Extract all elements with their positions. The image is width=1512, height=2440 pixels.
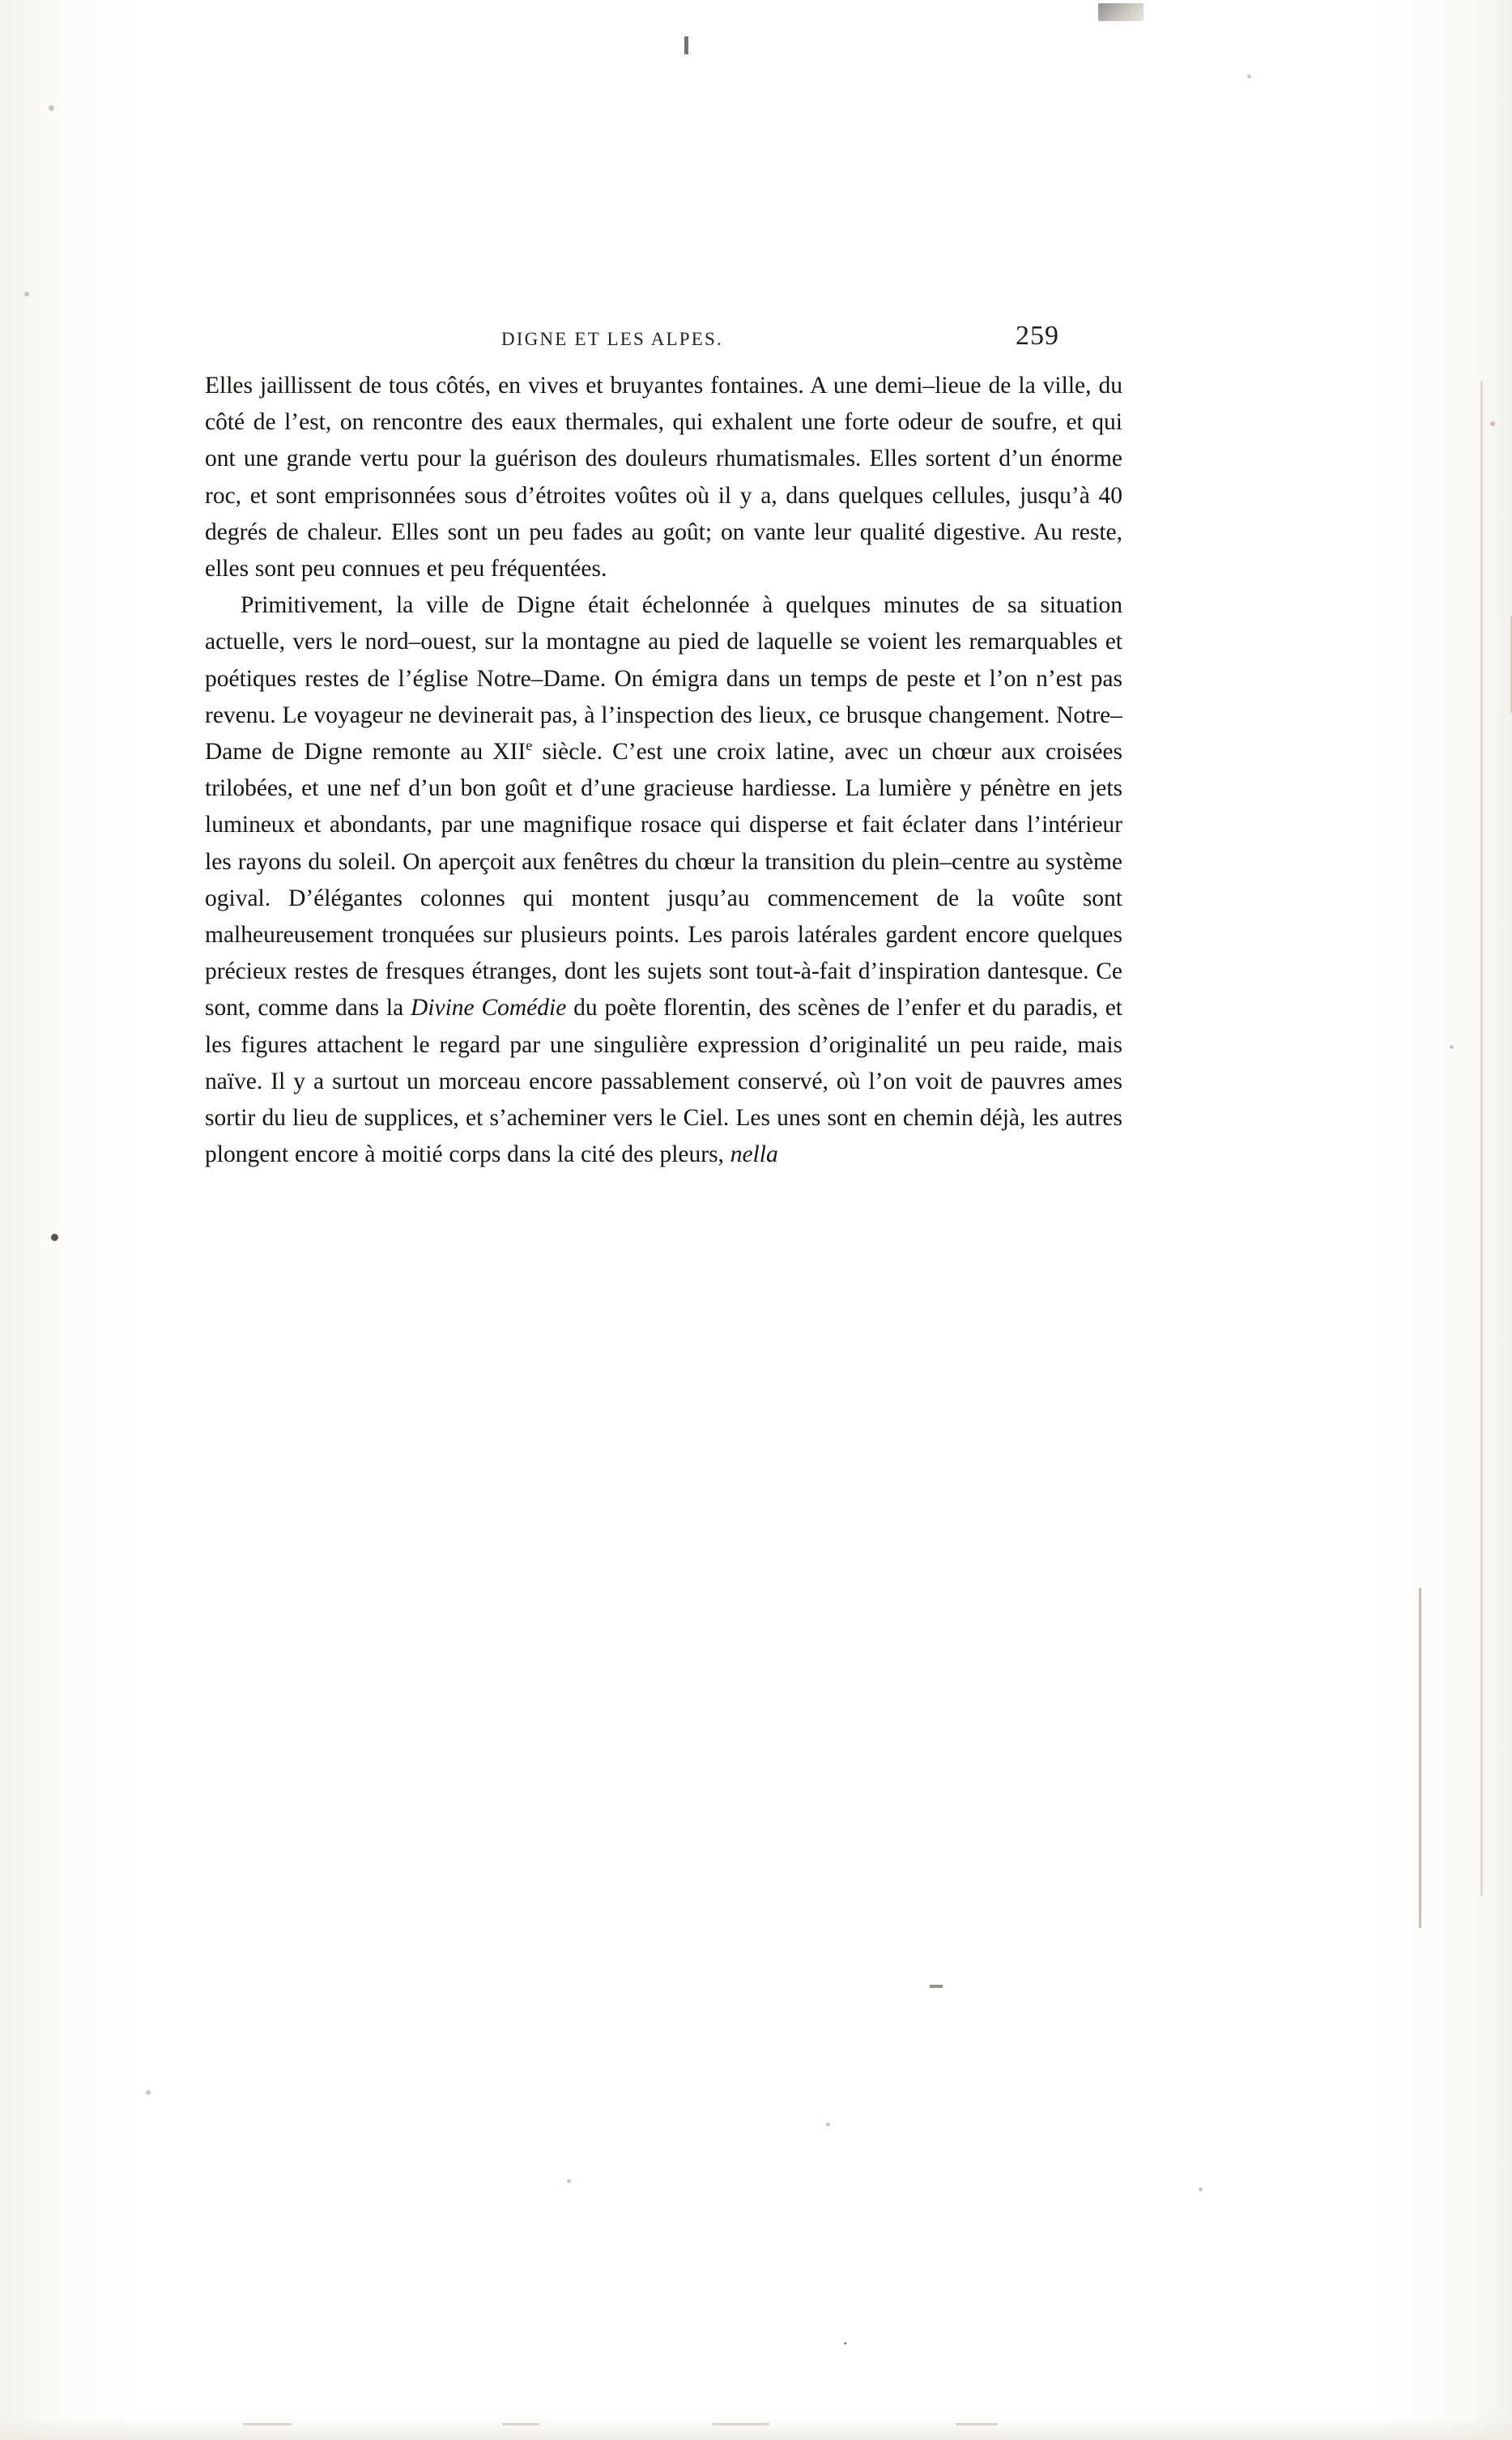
paragraph [205, 368, 1122, 587]
running-head [205, 321, 1122, 360]
scan-artifact-top-right [1098, 3, 1144, 21]
footer-mark: · [842, 2333, 849, 2353]
speck [567, 2179, 571, 2183]
speck [1490, 421, 1495, 426]
speck [24, 292, 29, 296]
italic-title: Divine Comédie [411, 995, 567, 1022]
italic-title: nella [730, 1141, 778, 1168]
speck [49, 105, 54, 111]
speck [146, 2090, 151, 2095]
scan-artifact-tick-bottom [930, 1985, 943, 1988]
page-header-title: DIGNE ET LES ALPES. [501, 329, 723, 349]
text-run: siècle. C’est une croix latine, avec un chœur aux croisées trilobées, et une nef d’un bon goût et d’une gracieuse hardiesse. La lumière y pénètre en jets lumineux et abondants, par une magnifique rosace qui disperse et fait éclater dans l’intérieur les rayons du soleil. On aperçoit aux fenêtres du chœur la transition du plein–centre au système ogival. D’élégantes colonnes qui montent jusqu’au commencement de la voûte sont malheureusement tronquées sur plusieurs points. Les parois latérales gardent encore quelques précieux restes de fresques étranges, dont les sujets sont tout-à-fait d’inspiration dantesque. Ce sont, comme dans la [205, 739, 1122, 1022]
speck [1450, 1045, 1454, 1049]
paragraph [205, 587, 1122, 1173]
body-text [205, 368, 1122, 1173]
text-run: Elles jaillissent de tous côtés, en vives et bruyantes fontaines. A une demi–lieue de la ville, du côté de l’est, on rencontre des eaux thermales, qui exhalent une forte odeur de soufre, et qui ont une grande vertu pour la guérison des douleurs rhumatismales. Elles sortent d’un énorme roc, et sont emprisonnées sous d’étroites voûtes où il y a, dans quelques cellules, jusqu’à 40 degrés de chaleur. Elles sont un peu fades au goût; on vante leur qualité digestive. Au reste, elles sont peu connues et peu fréquentées. [205, 373, 1122, 582]
text-run: Primitivement, la ville de Digne était échelonnée à quelques minutes de sa situation actuelle, vers le nord–ouest, sur la montagne au pied de laquelle se voient les remarquables et poétiques restes de l’église Notre–Dame. On émigra dans un temps de peste et l’on n’est pas revenu. Le voyageur ne devinerait pas, à l’inspection des lieux, ce brusque changement. Notre–Dame de Digne remonte au XII [205, 592, 1122, 766]
speck [826, 2122, 830, 2126]
scan-artifact-right-rule-2 [1419, 1588, 1421, 1928]
text-run: du poète florentin, des scènes de l’enfer et du paradis, et les figures attachent le regard par une singulière expression d’originalité un peu raide, mais naïve. Il y a surtout un morceau encore passablement conservé, où l’on voit de pauvres ames sortir du lieu de supplices, et s’acheminer vers le Ciel. Les unes sont en chemin déjà, les autres plongent encore à moitié corps dans la cité des pleurs, [205, 995, 1122, 1168]
speck [1199, 2187, 1203, 2191]
scan-artifact-right-rule [1480, 381, 1483, 1896]
text-column [205, 321, 1122, 1173]
page-number: 259 [1016, 321, 1059, 351]
speck [1247, 75, 1251, 79]
ordinal-superscript: e [526, 737, 533, 754]
page-bottom-edge [0, 2416, 1512, 2440]
scan-artifact-tick-top [684, 36, 688, 54]
scan-artifact-dot-left [51, 1234, 58, 1241]
